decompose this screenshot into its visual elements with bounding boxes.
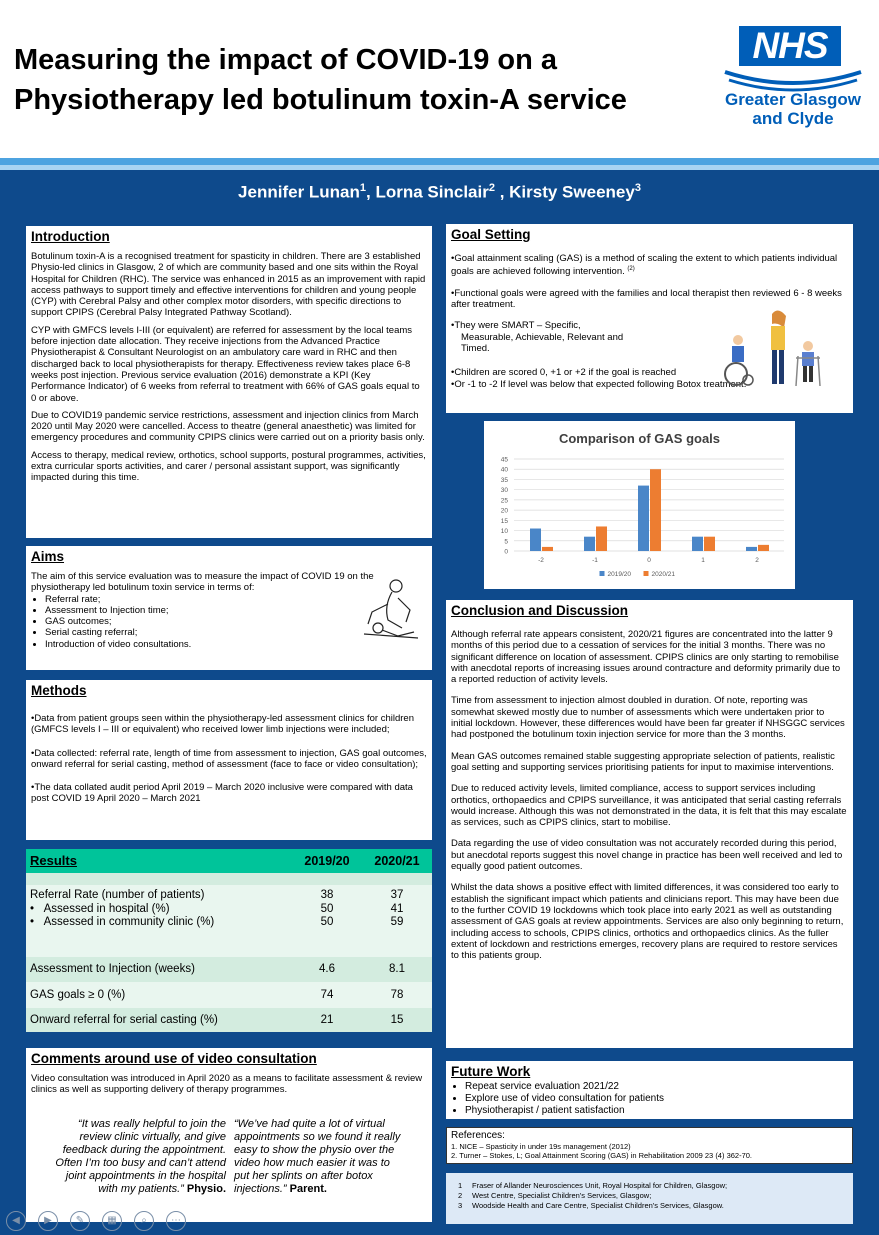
table-row: [26, 1008, 432, 1032]
x-tick-label: 2: [755, 557, 759, 564]
result-value: 41: [390, 902, 404, 915]
author-2: , Lorna Sinclair: [366, 182, 489, 202]
future-item: • Explore use of video consultation for patients: [465, 1093, 848, 1105]
poster-title: [14, 40, 714, 120]
comments-intro: Video consultation was introduced in April 2020 as a means to facilitate assessment & review clinics as well as supporting delivery of therapy programmes.: [31, 1073, 423, 1096]
aims-item: • Serial casting referral;: [45, 627, 427, 638]
result-value: 4.6: [319, 963, 335, 975]
aims-text: The aim of this service evaluation was to measure the impact of COVID 19 on the physiotherapy led botulinum toxin service in terms of:: [31, 571, 374, 594]
conclusion-heading: Conclusion and Discussion: [451, 603, 629, 618]
quote-parent: [234, 1118, 402, 1196]
results-col-2019: 2019/20: [304, 854, 350, 868]
bar-2019-20: [746, 547, 757, 551]
header: [0, 0, 879, 158]
goal-paragraph-1: •Goal attainment scaling (GAS) is a method of scaling the extent to which patients individual goals are achieved following intervention.: [451, 253, 838, 278]
quote-physio-author: Physio.: [186, 1183, 226, 1195]
legend-swatch: [600, 571, 605, 576]
affil-num: 3: [458, 1201, 463, 1210]
goal-setting-heading: Goal Setting: [451, 227, 531, 242]
intro-paragraph-2: CYP with GMFCS levels I-III (or equivalent) are referred for assessment by the local teams before injection date allocation. They receive injections from the Advanced Practice Physiotherapist & Consultant Neurologist on an ambulatory care ward in RHC and then discharged back to local physiotherapists for therapy. Effectiveness review takes place 6-8 weeks post injection. Previous service evaluation (2016) demonstrate a KPI (Key Performance Indicator) of 6 weeks from referral to treatment with 66% of GAS goals equal to 0 or above.: [31, 324, 420, 404]
result-label-referral: Referral Rate (number of patients): [30, 889, 205, 901]
references-heading: References:: [451, 1130, 505, 1141]
table-row: Referral Rate (number of patients) • Assessed in hospital (%) • Assessed in community clinic (%) 38 50 50 37 41 59: [26, 885, 432, 957]
future-item: • Physiotherapist / patient satisfaction: [465, 1105, 848, 1117]
header-stripe: [0, 158, 879, 165]
bar-2020-21: [650, 469, 661, 551]
bar-2020-21: [542, 547, 553, 551]
result-label-injection: Assessment to Injection (weeks): [30, 963, 195, 975]
methods-paragraph-1: •Data from patient groups seen within the physiotherapy-led assessment clinics for children (GMFCS levels I – III or equivalent) who received lower limb injections were included;: [31, 713, 414, 736]
affiliation-2: West Centre, Specialist Children's Services, Glasgow;: [472, 1191, 652, 1200]
quote-parent-author: Parent.: [289, 1183, 327, 1195]
y-tick-label: 40: [500, 466, 508, 474]
aims-item: • Assessment to Injection time;: [45, 605, 427, 616]
bar-2019-20: [584, 537, 595, 551]
conclusion-paragraph-2: Time from assessment to injection almost doubled in duration. Of note, reporting was somewhat skewed mostly due to number of assessments which were undertaken prior to initial lockdown. However, these differences would have been far greater if NHSGGC services had postponed the botulinum toxin injection service for more than the 3 months.: [451, 695, 845, 741]
result-label-hospital: Assessed in hospital (%): [43, 902, 170, 915]
affil-num: 1: [458, 1181, 463, 1190]
y-tick-label: 20: [500, 507, 508, 515]
goal-ref-sup: (2): [627, 266, 635, 273]
reference-1: 1. NICE – Spasticity in under 19s management (2012): [451, 1142, 631, 1151]
more-icon[interactable]: ⋯: [166, 1211, 186, 1231]
result-value: 21: [320, 1014, 334, 1026]
bar-2019-20: [530, 529, 541, 551]
conclusion-paragraph-5: Data regarding the use of video consultation was not accurately recorded during this period, but anecdotal reports suggest this novel change in practice has been well received and led to equally good patient outcomes.: [451, 838, 843, 873]
author-1-sup: 1: [359, 182, 367, 194]
bar-2020-21: [704, 537, 715, 551]
result-value: 15: [390, 1014, 404, 1026]
org-line-1: Greater Glasgow: [724, 90, 862, 109]
nhs-logo-word: NHS: [739, 26, 841, 66]
methods-panel: [26, 680, 432, 840]
x-tick-label: -2: [538, 557, 544, 564]
zoom-icon[interactable]: ⌕: [134, 1211, 154, 1231]
affiliation-1: Fraser of Allander Neurosciences Unit, Royal Hospital for Children, Glasgow;: [472, 1181, 728, 1190]
table-row: [26, 957, 432, 982]
quote-physio: [50, 1118, 226, 1196]
y-tick-label: 15: [500, 517, 508, 525]
conclusion-paragraph-4: Due to reduced activity levels, limited compliance, access to support services including orthotics, orthopaedics and CPIPS surveillance, it was anticipated that serial casting referrals would increase. Although this was not demonstrated in the data, it is felt that this may escalate as services, such as CPIPS clinics, start to mobilise.: [451, 783, 847, 829]
result-value: 50: [320, 902, 334, 915]
future-work-panel: [446, 1061, 853, 1119]
x-tick-label: 0: [647, 557, 651, 564]
result-value: 74: [320, 989, 334, 1001]
intro-paragraph-1: Botulinum toxin-A is a recognised treatment for spasticity in children. There are 3 established Physio-led clinics in Glasgow, 2 of which are community based and one sits within the Royal Hospital for Children (RHC). The service was enhanced in 2015 as an improvement with rapid access pathways to support timely and effective interventions for children and young people (CYP) with Cerebral Palsy and other complex motor disorders, with specific directions to support CPIPS (Cerebral Palsy Integrated Pathway Scotland).: [31, 251, 426, 319]
conclusion-paragraph-3: Mean GAS outcomes remained stable suggesting appropriate selection of patients, realistic goal setting and supporting services prioritising patients for input to maximise interventions.: [451, 750, 835, 773]
affiliation-3: Woodside Health and Care Centre, Specialist Children's Services, Glasgow.: [472, 1201, 724, 1210]
title-line-1: Measuring the impact of COVID-19 on a: [14, 44, 558, 76]
quote-parent-text: “We’ve had quite a lot of virtual appointments so we found it really easy to show the physio over the video how much easier it was to put her splints on after botox injections.”: [234, 1118, 401, 1195]
aims-heading: Aims: [31, 549, 65, 564]
bar-2019-20: [692, 537, 703, 551]
result-value: 59: [390, 916, 404, 928]
y-tick-label: 0: [504, 548, 508, 556]
table-row: [26, 982, 432, 1008]
chart-title: Comparison of GAS goals: [558, 431, 721, 446]
methods-paragraph-3: •The data collated audit period April 2019 – March 2020 inclusive were compared with data post COVID 19 April 2020 – March 2021: [31, 782, 413, 805]
introduction-heading: Introduction: [31, 229, 110, 244]
x-tick-label: -1: [592, 557, 598, 564]
author-2-sup: 2: [488, 182, 495, 194]
future-item: • Repeat service evaluation 2021/22: [465, 1081, 848, 1093]
y-tick-label: 35: [500, 476, 508, 484]
future-work-heading: Future Work: [451, 1064, 531, 1079]
nhs-logo: [723, 26, 863, 136]
legend-label: 2019/20: [607, 571, 631, 578]
result-label-casting: Onward referral for serial casting (%): [30, 1014, 218, 1026]
y-tick-label: 30: [500, 487, 508, 495]
legend-label: 2020/21: [651, 571, 675, 578]
gas-chart-panel: [484, 421, 795, 589]
result-value: 78: [390, 989, 404, 1001]
goal-paragraph-2: •Functional goals were agreed with the families and local therapist then reviewed 6 - 8 weeks after treatment.: [451, 287, 842, 311]
affiliations-panel: [446, 1173, 853, 1224]
y-tick-label: 45: [500, 456, 508, 464]
methods-heading: Methods: [31, 683, 87, 698]
bar-2020-21: [758, 545, 769, 551]
y-tick-label: 10: [500, 528, 508, 536]
goal-paragraph-5: •Or -1 to -2 If level was below that expected following Botox treatment.: [451, 378, 747, 390]
aims-item: • Referral rate;: [45, 594, 427, 605]
intro-paragraph-4: Access to therapy, medical review, orthotics, school supports, postural programmes, activities, extra curricular sports activities, and carer / personal assistant support, was significantly impacted during this time.: [31, 449, 426, 484]
nhs-org-name: [723, 90, 863, 128]
introduction-panel: [26, 226, 432, 538]
author-1: Jennifer Lunan: [238, 182, 360, 202]
author-3-sup: 3: [634, 182, 641, 194]
gas-bar-chart: [484, 421, 795, 589]
result-value: 8.1: [389, 963, 405, 975]
quote-physio-text: “It was really helpful to join the review clinic virtually, and give feedback during the appointment. Often I’m too busy and can’t attend joint appointments in the hospital with my patients.”: [55, 1118, 226, 1195]
result-value: 37: [390, 889, 404, 901]
result-label-gas: GAS goals ≥ 0 (%): [30, 989, 126, 1001]
conclusion-panel: [446, 600, 853, 1048]
goal-setting-panel: [446, 224, 853, 413]
reference-2: 2. Turner – Stokes, L; Goal Attainment Scoring (GAS) in Rehabilitation 2009 23 (4) 362-70.: [451, 1151, 752, 1160]
results-spacer-row: [26, 873, 432, 885]
author-3: , Kirsty Sweeney: [494, 182, 635, 202]
y-tick-label: 5: [504, 538, 508, 546]
intro-paragraph-3: Due to COVID19 pandemic service restrictions, assessment and injection clinics from March 2020 until May 2020 were cancelled. Access to theatre (general anaesthetic) was limited for emergency procedures and community CPIPS clinics were carried out on a priority basis only.: [31, 409, 425, 444]
references-panel: [446, 1127, 853, 1164]
pen-icon[interactable]: ✎: [70, 1211, 90, 1231]
org-line-2: and Clyde: [752, 109, 834, 128]
bar-2020-21: [596, 526, 607, 551]
conclusion-paragraph-1: Although referral rate appears consistent, 2020/21 figures are concentrated into the latter 9 months of this period due to a cessation of services for the initial 3 months. There was no significant difference on location of assessment. CPIPS clinics are only starting to remobilise with anecdotal reports of increasing issues around contracture and deformity primarily due to a reported reduction of activity levels.: [451, 629, 841, 686]
affil-num: 2: [458, 1191, 463, 1200]
comments-heading: Comments around use of video consultation: [31, 1051, 317, 1066]
authors: [0, 182, 879, 203]
results-col-2020: 2020/21: [374, 854, 420, 868]
next-icon[interactable]: ▶: [38, 1211, 58, 1231]
goal-smart-line-3: Timed.: [461, 342, 490, 354]
goal-paragraph-4: •Children are scored 0, +1 or +2 if the goal is reached: [451, 367, 677, 379]
viewer-toolbar: [6, 1210, 198, 1232]
legend-swatch: [644, 571, 649, 576]
methods-paragraph-2: •Data collected: referral rate, length of time from assessment to injection, GAS goal outcomes, onward referral for serial casting, method of assessment (face to face or video consultation);: [31, 747, 427, 770]
x-tick-label: 1: [701, 557, 705, 564]
slides-icon[interactable]: ▦: [102, 1211, 122, 1231]
results-header-row: [26, 849, 432, 873]
results-heading: Results: [30, 853, 77, 868]
aims-item: • Introduction of video consultations.: [45, 639, 427, 650]
conclusion-paragraph-6: Whilst the data shows a positive effect with limited differences, it was considered too early to establish the significant impact which patients and clinicians report. This may have been due to the further COVID 19 lockdowns which took place into early 2021 as well as outstanding assessment of GAS goals at review appointments. Services are also only beginning to return, including access to schools, CPIPS clinics, orthotics and orthopaedics clinics. As the fuller extent of lockdown and restrictions emerges, recovery plans are required to restore services to this patients group.: [451, 882, 844, 962]
results-table: [26, 849, 432, 1030]
result-value: 38: [320, 889, 334, 901]
result-label-community: Assessed in community clinic (%): [43, 916, 215, 928]
physio-sketch-icon: [358, 576, 424, 642]
goal-smart-line-1: •They were SMART – Specific,: [451, 320, 581, 332]
title-line-2: Physiotherapy led botulinum toxin-A service: [14, 84, 627, 116]
previous-icon[interactable]: ◀: [6, 1211, 26, 1231]
bar-2019-20: [638, 486, 649, 551]
goal-smart-line-2: Measurable, Achievable, Relevant and: [461, 331, 624, 343]
children-illustration-icon: [722, 308, 830, 390]
result-value: 50: [320, 916, 334, 928]
comments-panel: [26, 1048, 432, 1222]
y-tick-label: 25: [500, 497, 508, 505]
future-work-list: [451, 1081, 848, 1117]
aims-panel: [26, 546, 432, 670]
aims-item: • GAS outcomes;: [45, 616, 427, 627]
